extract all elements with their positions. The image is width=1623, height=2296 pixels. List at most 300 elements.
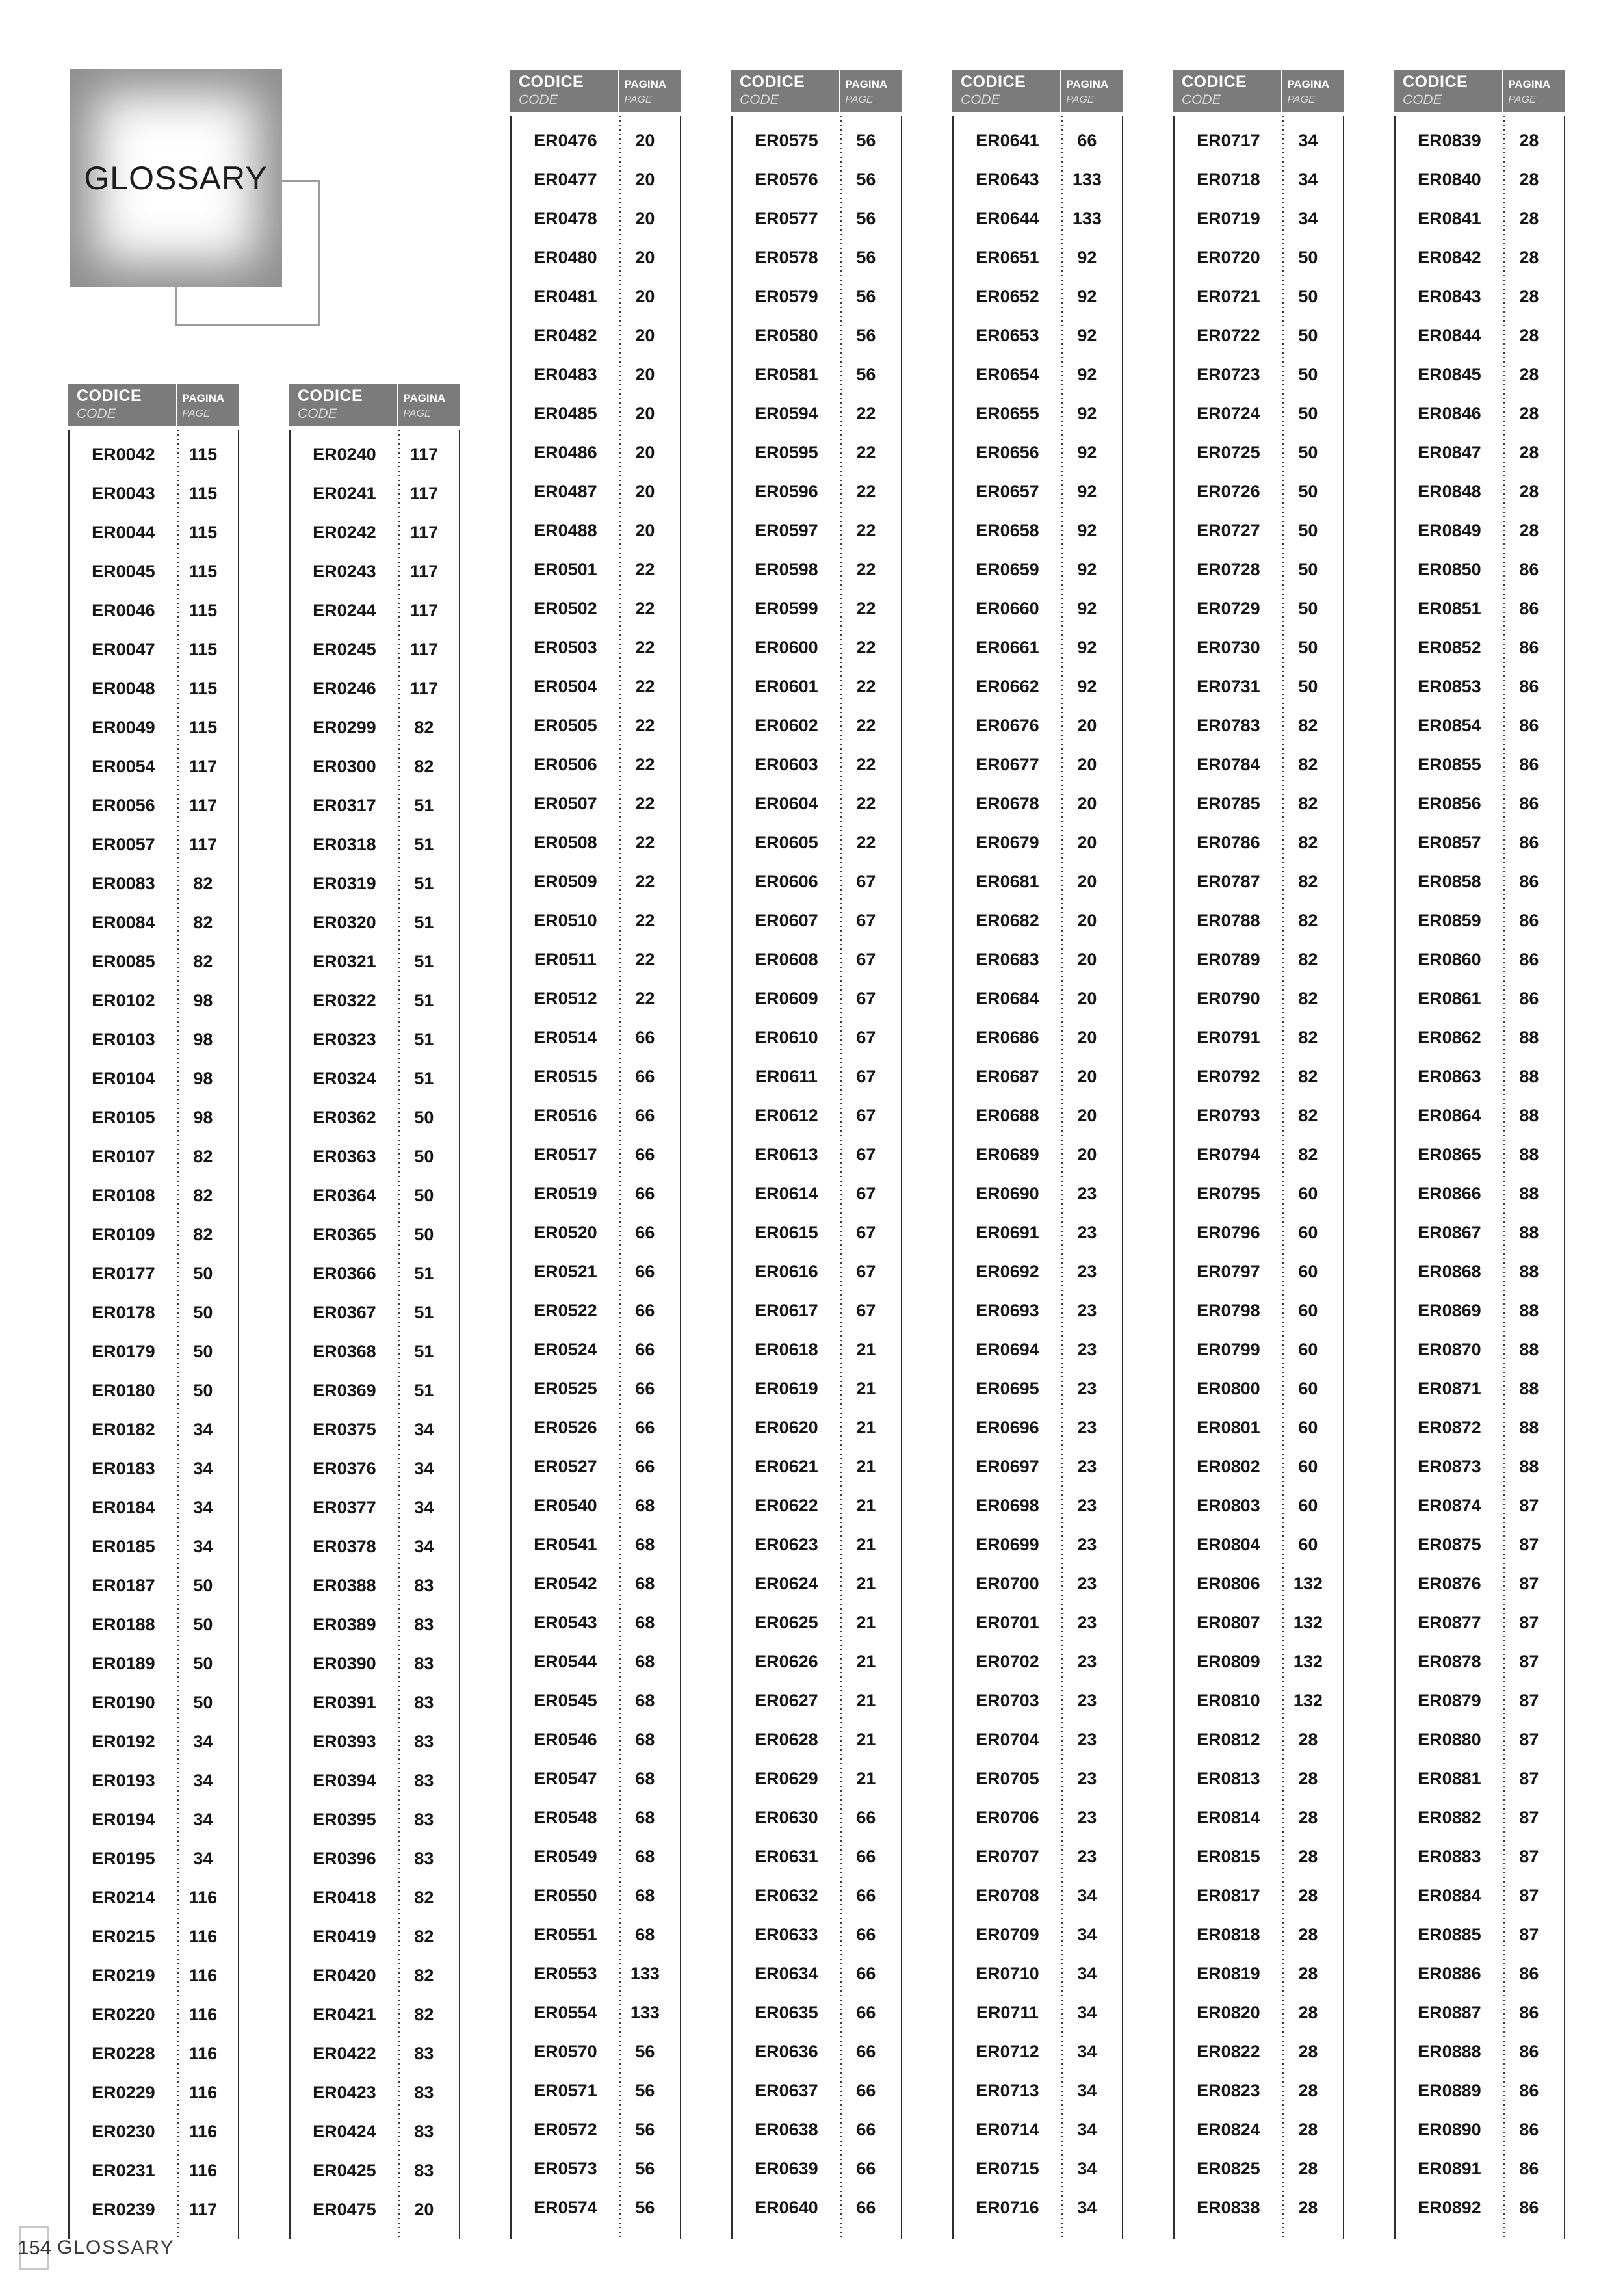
code-cell: ER0714 [976, 2119, 1039, 2139]
code-cell: ER0553 [534, 1963, 597, 1983]
table-row [70, 513, 238, 552]
code-cell: ER0652 [976, 286, 1039, 306]
table-row [1175, 394, 1343, 433]
page-cell: 86 [1519, 715, 1539, 735]
code-cell: ER0047 [92, 639, 155, 659]
code-cell: ER0546 [534, 1729, 597, 1749]
page-cell: 83 [414, 2121, 434, 2141]
footer-section-label: GLOSSARY [57, 2237, 175, 2258]
page-cell: 83 [414, 1614, 434, 1634]
page-cell: 117 [409, 678, 439, 698]
page-cell: 66 [856, 1924, 876, 1944]
page-cell: 56 [635, 2119, 655, 2139]
code-cell: ER0803 [1197, 1495, 1260, 1515]
code-cell: ER0730 [1197, 637, 1260, 657]
table-row [954, 667, 1122, 706]
code-cell: ER0865 [1418, 1144, 1481, 1164]
page-cell: 21 [856, 1729, 876, 1749]
page-cell: 83 [414, 1848, 434, 1868]
table-row [733, 1486, 901, 1525]
page-cell: 50 [1298, 442, 1318, 462]
code-cell: ER0704 [976, 1729, 1039, 1749]
header-cell-codice [510, 70, 618, 112]
code-cell: ER0614 [755, 1183, 818, 1203]
page-cell: 23 [1077, 1456, 1097, 1476]
table-row [733, 979, 901, 1018]
table-row [70, 630, 238, 669]
code-cell: ER0418 [313, 1887, 376, 1907]
page-cell: 82 [414, 1926, 434, 1946]
table-row [70, 1956, 238, 1995]
header-label-pagina: PAGINA [182, 391, 225, 404]
code-cell: ER0574 [534, 2197, 597, 2217]
table-row [1175, 1915, 1343, 1954]
table-row [512, 2149, 680, 2188]
page-cell: 133 [630, 2002, 660, 2022]
page-cell: 117 [188, 795, 218, 815]
page-cell: 34 [1298, 208, 1318, 228]
code-cell: ER0684 [976, 988, 1039, 1008]
page-cell: 20 [1077, 1066, 1097, 1086]
table-row [733, 199, 901, 238]
table-row [1175, 1486, 1343, 1525]
page-cell: 23 [1077, 1222, 1097, 1242]
table-row [291, 1605, 459, 1644]
code-cell: ER0635 [755, 2002, 818, 2022]
table-row [70, 2034, 238, 2073]
page-cell: 68 [635, 1846, 655, 1866]
table-row [733, 589, 901, 628]
code-cell: ER0242 [313, 522, 376, 542]
page-cell: 21 [856, 1690, 876, 1710]
page-cell: 86 [1519, 2002, 1539, 2022]
page-cell: 82 [1298, 832, 1318, 852]
page-cell: 132 [1293, 1573, 1323, 1593]
code-cell: ER0716 [976, 2197, 1039, 2217]
page-cell: 22 [856, 403, 876, 423]
page-cell: 87 [1519, 1729, 1539, 1749]
code-cell: ER0632 [755, 1885, 818, 1905]
page-cell: 132 [1293, 1612, 1323, 1632]
code-cell: ER0888 [1418, 2041, 1481, 2061]
code-cell: ER0231 [92, 2160, 155, 2180]
code-cell: ER0182 [92, 1419, 155, 1439]
code-cell: ER0825 [1197, 2158, 1260, 2178]
code-cell: ER0794 [1197, 1144, 1260, 1164]
code-cell: ER0365 [313, 1224, 376, 1244]
code-cell: ER0701 [976, 1612, 1039, 1632]
table-row [1175, 589, 1343, 628]
table-row [733, 1408, 901, 1447]
table-row [70, 669, 238, 708]
code-cell: ER0610 [755, 1027, 818, 1047]
code-cell: ER0548 [534, 1807, 597, 1827]
page-cell: 82 [1298, 1066, 1318, 1086]
code-cell: ER0867 [1418, 1222, 1481, 1242]
page-cell: 68 [635, 1729, 655, 1749]
code-cell: ER0525 [534, 1378, 597, 1398]
page-cell: 66 [856, 1963, 876, 1983]
table-row [954, 1720, 1122, 1759]
page-cell: 20 [1077, 910, 1097, 930]
table-row [1175, 121, 1343, 160]
page-cell: 66 [635, 1417, 655, 1437]
table-row [291, 864, 459, 903]
code-cell: ER0851 [1418, 598, 1481, 618]
code-cell: ER0795 [1197, 1183, 1260, 1203]
table-row [1396, 1291, 1564, 1330]
table-row [512, 1915, 680, 1954]
table-row [512, 472, 680, 511]
code-cell: ER0573 [534, 2158, 597, 2178]
code-page-table-col-6 [1173, 70, 1344, 2239]
page-cell: 51 [414, 912, 434, 932]
table-row [70, 1644, 238, 1683]
code-cell: ER0636 [755, 2041, 818, 2061]
table-row [1175, 745, 1343, 784]
code-cell: ER0519 [534, 1183, 597, 1203]
page-cell: 116 [188, 2004, 218, 2024]
page-cell: 22 [635, 754, 655, 774]
page-cell: 132 [1293, 1651, 1323, 1671]
code-cell: ER0708 [976, 1885, 1039, 1905]
table-row [70, 1722, 238, 1761]
code-cell: ER0873 [1418, 1456, 1481, 1476]
page-cell: 86 [1519, 2158, 1539, 2178]
code-cell: ER0845 [1418, 364, 1481, 384]
code-cell: ER0857 [1418, 832, 1481, 852]
page-cell: 28 [1298, 2002, 1318, 2022]
table-row [291, 435, 459, 474]
page-cell: 117 [409, 522, 439, 542]
table-row [70, 1176, 238, 1215]
page-cell: 87 [1519, 1846, 1539, 1866]
page-cell: 115 [188, 717, 218, 737]
code-cell: ER0478 [534, 208, 597, 228]
code-cell: ER0787 [1197, 871, 1260, 891]
code-cell: ER0863 [1418, 1066, 1481, 1086]
table-row [512, 277, 680, 316]
table-row [954, 979, 1122, 1018]
table-row [733, 2032, 901, 2071]
table-row [291, 1722, 459, 1761]
code-page-table-col-2 [289, 384, 460, 2239]
page-cell: 66 [856, 2002, 876, 2022]
code-cell: ER0240 [313, 444, 376, 464]
page-cell: 22 [635, 598, 655, 618]
page-cell: 22 [635, 676, 655, 696]
code-cell: ER0633 [755, 1924, 818, 1944]
table-row [1396, 1876, 1564, 1915]
page-cell: 50 [414, 1107, 434, 1127]
page-cell: 68 [635, 1885, 655, 1905]
code-cell: ER0891 [1418, 2158, 1481, 2178]
table-row [954, 316, 1122, 355]
code-cell: ER0849 [1418, 520, 1481, 540]
code-cell: ER0245 [313, 639, 376, 659]
table-row [1175, 1759, 1343, 1798]
table-row [954, 1135, 1122, 1174]
code-cell: ER0481 [534, 286, 597, 306]
table-row [733, 1876, 901, 1915]
table-row [512, 1993, 680, 2032]
code-cell: ER0105 [92, 1107, 155, 1127]
code-cell: ER0801 [1197, 1417, 1260, 1437]
header-label-pagina: PAGINA [1508, 77, 1551, 90]
page-cell: 20 [1077, 871, 1097, 891]
code-cell: ER0644 [976, 208, 1039, 228]
table-row [70, 1254, 238, 1293]
header-cell-codice [289, 384, 397, 426]
code-cell: ER0483 [534, 364, 597, 384]
code-cell: ER0364 [313, 1185, 376, 1205]
code-cell: ER0705 [976, 1768, 1039, 1788]
code-cell: ER0878 [1418, 1651, 1481, 1671]
code-cell: ER0868 [1418, 1261, 1481, 1281]
table-body [952, 116, 1123, 2239]
page-cell: 20 [635, 481, 655, 501]
page-cell: 56 [635, 2197, 655, 2217]
table-row [70, 435, 238, 474]
table-row [1175, 1720, 1343, 1759]
table-row [70, 2112, 238, 2151]
code-cell: ER0321 [313, 951, 376, 971]
table-row [512, 1252, 680, 1291]
code-cell: ER0630 [755, 1807, 818, 1827]
table-row [512, 2032, 680, 2071]
code-cell: ER0230 [92, 2121, 155, 2141]
page-cell: 50 [193, 1380, 213, 1400]
page-cell: 82 [414, 756, 434, 776]
table-row [512, 1018, 680, 1057]
page-cell: 20 [635, 130, 655, 150]
page-cell: 115 [188, 483, 218, 503]
code-cell: ER0596 [755, 481, 818, 501]
table-row [291, 1995, 459, 2034]
code-cell: ER0789 [1197, 949, 1260, 969]
page-cell: 51 [414, 1302, 434, 1322]
page-cell: 23 [1077, 1651, 1097, 1671]
page-cell: 50 [1298, 637, 1318, 657]
table-row [291, 2073, 459, 2112]
table-row [70, 786, 238, 825]
header-label-code: CODE [298, 406, 337, 421]
page-cell: 133 [1072, 208, 1102, 228]
page-cell: 51 [414, 1029, 434, 1049]
page-cell: 22 [635, 715, 655, 735]
code-cell: ER0570 [534, 2041, 597, 2061]
page-cell: 115 [188, 678, 218, 698]
table-row [733, 2149, 901, 2188]
page-cell: 56 [856, 286, 876, 306]
table-row [954, 2188, 1122, 2227]
table-row [70, 2190, 238, 2229]
code-cell: ER0634 [755, 1963, 818, 1983]
code-cell: ER0545 [534, 1690, 597, 1710]
table-row [1396, 2188, 1564, 2227]
table-row [70, 1215, 238, 1254]
code-cell: ER0550 [534, 1885, 597, 1905]
code-cell: ER0299 [313, 717, 376, 737]
table-row [291, 669, 459, 708]
code-cell: ER0798 [1197, 1300, 1260, 1320]
code-cell: ER0872 [1418, 1417, 1481, 1437]
page-cell: 83 [414, 1692, 434, 1712]
page-cell: 92 [1077, 247, 1097, 267]
table-row [1175, 2071, 1343, 2110]
table-row [291, 474, 459, 513]
code-cell: ER0512 [534, 988, 597, 1008]
code-cell: ER0661 [976, 637, 1039, 657]
table-row [1396, 1174, 1564, 1213]
code-cell: ER0509 [534, 871, 597, 891]
page-cell: 20 [635, 169, 655, 189]
page-cell: 20 [635, 403, 655, 423]
code-cell: ER0842 [1418, 247, 1481, 267]
table-row [1396, 979, 1564, 1018]
code-cell: ER0544 [534, 1651, 597, 1671]
code-cell: ER0678 [976, 793, 1039, 813]
page-cell: 60 [1298, 1183, 1318, 1203]
code-cell: ER0487 [534, 481, 597, 501]
page-cell: 60 [1298, 1261, 1318, 1281]
code-cell: ER0377 [313, 1497, 376, 1517]
page-cell: 98 [193, 1029, 213, 1049]
page-cell: 34 [1077, 1924, 1097, 1944]
header-label-code: CODE [961, 92, 1000, 107]
code-cell: ER0624 [755, 1573, 818, 1593]
page-cell: 50 [193, 1575, 213, 1595]
page-cell: 83 [414, 2043, 434, 2063]
code-cell: ER0709 [976, 1924, 1039, 1944]
table-row [512, 823, 680, 862]
code-cell: ER0806 [1197, 1573, 1260, 1593]
page-cell: 50 [1298, 403, 1318, 423]
code-cell: ER0571 [534, 2080, 597, 2100]
table-row [512, 1837, 680, 1876]
table-row [70, 708, 238, 747]
code-cell: ER0858 [1418, 871, 1481, 891]
table-row [1396, 2110, 1564, 2149]
page-cell: 34 [414, 1497, 434, 1517]
table-row [1175, 238, 1343, 277]
code-cell: ER0692 [976, 1261, 1039, 1281]
page-cell: 23 [1077, 1261, 1097, 1281]
code-cell: ER0639 [755, 2158, 818, 2178]
code-cell: ER0185 [92, 1536, 155, 1556]
code-cell: ER0819 [1197, 1963, 1260, 1983]
table-row [1175, 940, 1343, 979]
page-cell: 117 [409, 483, 439, 503]
code-cell: ER0243 [313, 561, 376, 581]
table-row [733, 394, 901, 433]
code-cell: ER0554 [534, 2002, 597, 2022]
page-cell: 116 [188, 2043, 218, 2063]
header-label-codice: CODICE [298, 387, 363, 405]
table-row [70, 1410, 238, 1449]
page-cell: 34 [193, 1731, 213, 1751]
table-row [512, 550, 680, 589]
code-cell: ER0807 [1197, 1612, 1260, 1632]
code-cell: ER0694 [976, 1339, 1039, 1359]
page-cell: 88 [1519, 1027, 1539, 1047]
table-row [1175, 1642, 1343, 1681]
table-row [733, 745, 901, 784]
table-row [1175, 784, 1343, 823]
code-cell: ER0889 [1418, 2080, 1481, 2100]
code-cell: ER0543 [534, 1612, 597, 1632]
page-cell: 117 [409, 444, 439, 464]
table-header [510, 70, 681, 112]
table-row [733, 1330, 901, 1369]
page-cell: 67 [856, 1300, 876, 1320]
code-cell: ER0366 [313, 1263, 376, 1283]
code-cell: ER0788 [1197, 910, 1260, 930]
code-cell: ER0603 [755, 754, 818, 774]
header-label-page: PAGE [403, 408, 432, 419]
page-cell: 23 [1077, 1690, 1097, 1710]
header-label-pagina: PAGINA [1066, 77, 1109, 90]
page-cell: 23 [1077, 1729, 1097, 1749]
code-cell: ER0054 [92, 756, 155, 776]
table-row [954, 1993, 1122, 2032]
table-row [1175, 1681, 1343, 1720]
table-row [70, 1020, 238, 1059]
table-row [954, 550, 1122, 589]
code-cell: ER0697 [976, 1456, 1039, 1476]
page-cell: 83 [414, 1731, 434, 1751]
header-label-pagina: PAGINA [1287, 77, 1330, 90]
page-cell: 23 [1077, 1378, 1097, 1398]
code-cell: ER0796 [1197, 1222, 1260, 1242]
page-cell: 86 [1519, 871, 1539, 891]
code-cell: ER0522 [534, 1300, 597, 1320]
table-row [954, 1447, 1122, 1486]
table-row [733, 1681, 901, 1720]
table-row [70, 1371, 238, 1410]
table-body [1394, 116, 1565, 2239]
table-row [291, 786, 459, 825]
code-cell: ER0578 [755, 247, 818, 267]
code-cell: ER0638 [755, 2119, 818, 2139]
table-row [512, 238, 680, 277]
page-cell: 86 [1519, 832, 1539, 852]
table-row [1396, 316, 1564, 355]
code-cell: ER0725 [1197, 442, 1260, 462]
page-cell: 88 [1519, 1300, 1539, 1320]
page-cell: 82 [1298, 793, 1318, 813]
table-row [954, 160, 1122, 199]
table-row [291, 1410, 459, 1449]
table-row [733, 1135, 901, 1174]
table-row [1175, 1408, 1343, 1447]
page-cell: 21 [856, 1534, 876, 1554]
page-cell: 87 [1519, 1651, 1539, 1671]
page-cell: 50 [1298, 286, 1318, 306]
code-cell: ER0707 [976, 1846, 1039, 1866]
page-cell: 28 [1519, 247, 1539, 267]
table-row [291, 1059, 459, 1098]
page-cell: 60 [1298, 1417, 1318, 1437]
page-cell: 23 [1077, 1612, 1097, 1632]
code-cell: ER0107 [92, 1146, 155, 1166]
code-cell: ER0488 [534, 520, 597, 540]
page-cell: 21 [856, 1768, 876, 1788]
table-row [512, 1330, 680, 1369]
table-row [1396, 901, 1564, 940]
table-row [733, 1954, 901, 1993]
page-cell: 98 [193, 1107, 213, 1127]
